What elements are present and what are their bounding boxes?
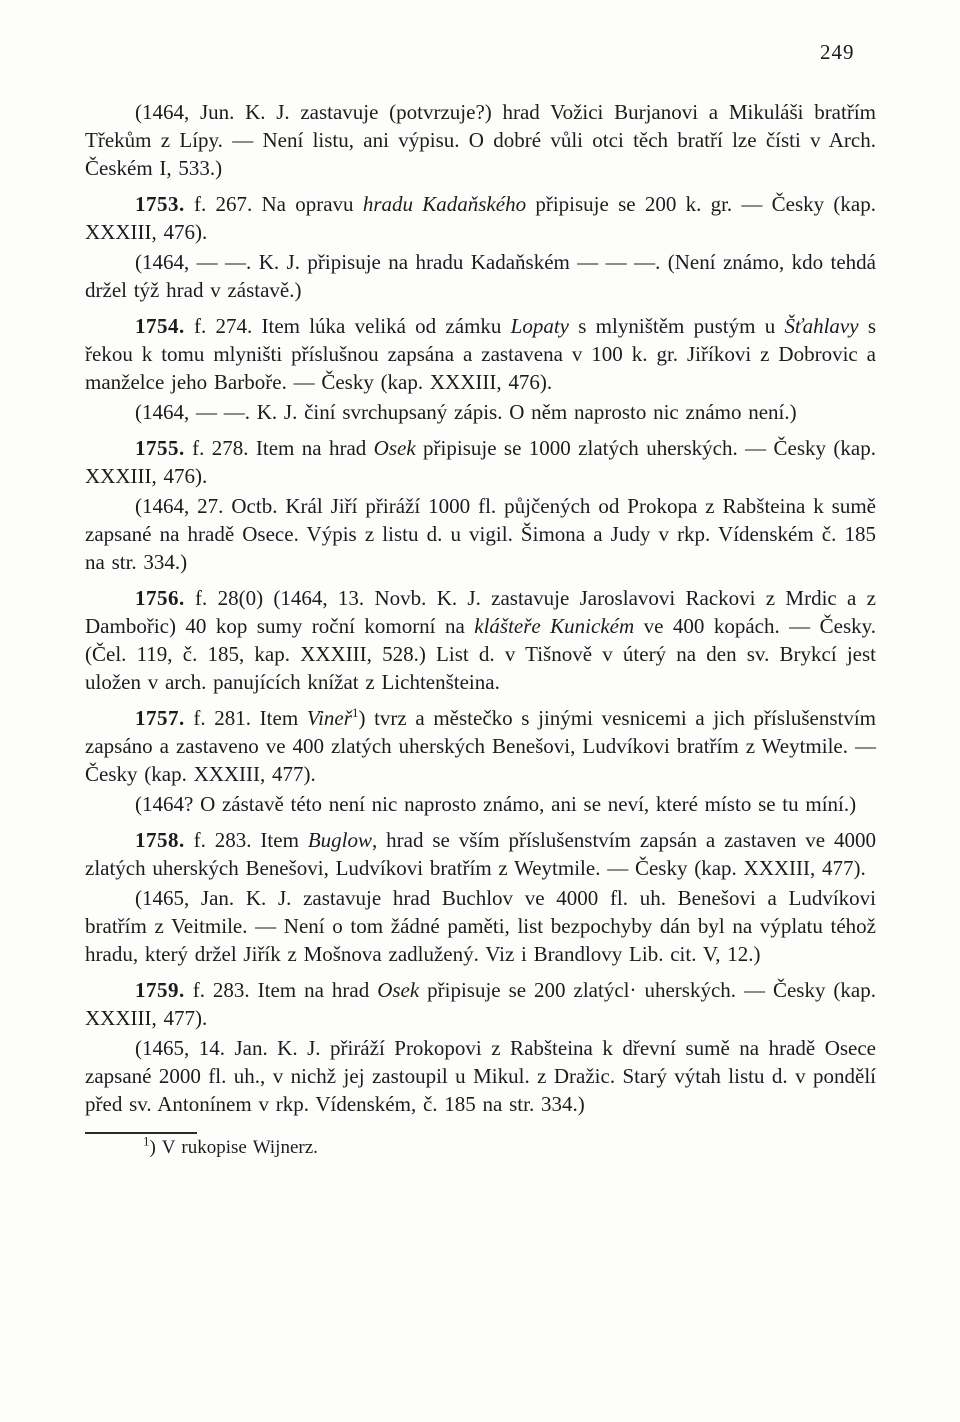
text-run: , hrad se vším příslušenstvím zapsán a zastaven ve 4000 zlatých uherských Benešovi, Ludvíkovi bratřím z Weytmile. — Česky (kap. XXXIII, 477). [85, 828, 877, 880]
text-run: ) tvrz a městečko s jinými vesnicemi a jich příslušenstvím zapsáno a zastaveno ve 400 zlatých uherských Benešovi, Ludvíkovi bratřím z Weytmile. — Česky (kap. XXXIII, 477). [85, 706, 876, 786]
footnote-text: V rukopise Wijnerz. [161, 1137, 318, 1158]
entry-1753 [85, 190, 876, 246]
text-run: (1464, Jun. K. J. zastavuje (potvrzuje?) hrad Vožici Burjanovi a Mikuláši bratřím Třekům z Lípy. — Není listu, ani výpisu. O dobré vůli otci těch bratří lze čísti v Arch. Českém I, 533.) [85, 100, 876, 180]
text-run: s mlyništěm pustým u [569, 314, 785, 338]
entry-1754 [85, 312, 876, 396]
text-run: f. 281. Item [184, 706, 307, 730]
text-run: (1465, Jan. K. J. zastavuje hrad Buchlov ve 4000 fl. uh. Benešovi a Ludvíkovi bratřím z Veitmile. — Není o tom žádné paměti, list bezpochyby dán byl na výplatu téhož hradu, který držel Jiřík z Mošnova zadlužený. Viz i Brandlovy Lib. cit. V, 12.) [85, 886, 876, 966]
place-name: Lopaty [510, 314, 570, 338]
text-run: (1464? O zástavě této není nic naprosto známo, ani se neví, které místo se tu míní.) [135, 792, 857, 816]
footnote-marker: 1 [143, 1133, 150, 1149]
text-run: (1464, 27. Octb. Král Jiří přiráží 1000 fl. půjčených od Prokopa z Rabšteina k sumě zapsané na hradě Osece. Výpis z listu d. u vigil. Šimona a Judy v rkp. Vídenském č. 185 na str. 334.) [85, 494, 876, 574]
entry-1756 [85, 584, 876, 696]
note-1755 [85, 492, 876, 576]
note-1753 [85, 248, 876, 304]
note-1754 [85, 398, 876, 426]
footnote-marker-close: ) [149, 1137, 156, 1158]
place-name: Osek [373, 436, 416, 460]
place-name: Osek [377, 978, 420, 1002]
text-run: s řekou k tomu mlyništi příslušnou zapsána a zastavena v 100 k. gr. Jiříkovi z Dobrovic a manželce jeho Barboře. — Česky (kap. XXXIII, 476). [85, 314, 876, 394]
text-run: f. 28(0) (1464, 13. Novb. K. J. zastavuje Jaroslavovi Rackovi z Mrdic a z Dambořic) 40 kop sumy roční komorní na [85, 586, 876, 638]
text-run: připisuje se 200 zlatýcl· uherských. — Česky (kap. XXXIII, 477). [85, 978, 876, 1030]
entry-number: 1756. [135, 586, 185, 610]
note-1759 [85, 1034, 876, 1118]
note-1757 [85, 790, 876, 818]
place-name: Šťahlavy [784, 314, 859, 338]
place-name: klášteře Kunickém [474, 614, 635, 638]
text-run: připisuje se 200 k. gr. — Česky (kap. XXXIII, 476). [85, 192, 876, 244]
text-run: ve 400 kopách. — Česky. (Čel. 119, č. 185, kap. XXXIII, 528.) List d. v Tišnově v úterý na den sv. Brykcí jest uložen v arch. panujících knížat z Lichtenšteina. [85, 614, 876, 694]
paragraph-intro-note [85, 98, 876, 182]
page-number: 249 [820, 40, 855, 64]
text-run: f. 278. Item na hrad [184, 436, 374, 460]
entry-1759 [85, 976, 876, 1032]
entry-1755 [85, 434, 876, 490]
footnote [85, 1134, 876, 1162]
place-name: Vineř [306, 706, 352, 730]
text-run: f. 283. Item na hrad [184, 978, 378, 1002]
entry-1757 [85, 704, 876, 788]
footnote-ref: 1 [351, 705, 359, 720]
entry-number: 1753. [135, 192, 185, 216]
place-name: hradu Kadaňského [362, 192, 527, 216]
entry-number: 1754. [135, 314, 185, 338]
entry-number: 1757. [135, 706, 185, 730]
text-run: (1464, — —. K. J. připisuje na hradu Kadaňském — — —. (Není známo, kdo tehdá držel týž hrad v zástavě.) [85, 250, 876, 302]
page-body [85, 96, 876, 1162]
text-run: f. 267. Na opravu [184, 192, 363, 216]
text-run: připisuje se 1000 zlatých uherských. — Česky (kap. XXXIII, 476). [85, 436, 876, 488]
entry-number: 1759. [135, 978, 185, 1002]
text-run: (1465, 14. Jan. K. J. přiráží Prokopovi z Rabšteina k dřevní sumě na hradě Osece zapsané 2000 fl. uh., v nichž jej zastoupil u Mikul. z Dražic. Starý výtah listu d. v pondělí před sv. Antonínem v rkp. Vídenském, č. 185 na str. 334.) [85, 1036, 876, 1116]
entry-number: 1755. [135, 436, 185, 460]
note-1758 [85, 884, 876, 968]
place-name: Buglow [307, 828, 372, 852]
entry-number: 1758. [135, 828, 185, 852]
text-run: f. 274. Item lúka veliká od zámku [184, 314, 511, 338]
text-run: (1464, — —. K. J. činí svrchupsaný zápis. O něm naprosto nic známo není.) [135, 400, 797, 424]
entry-1758 [85, 826, 876, 882]
text-run: f. 283. Item [184, 828, 308, 852]
